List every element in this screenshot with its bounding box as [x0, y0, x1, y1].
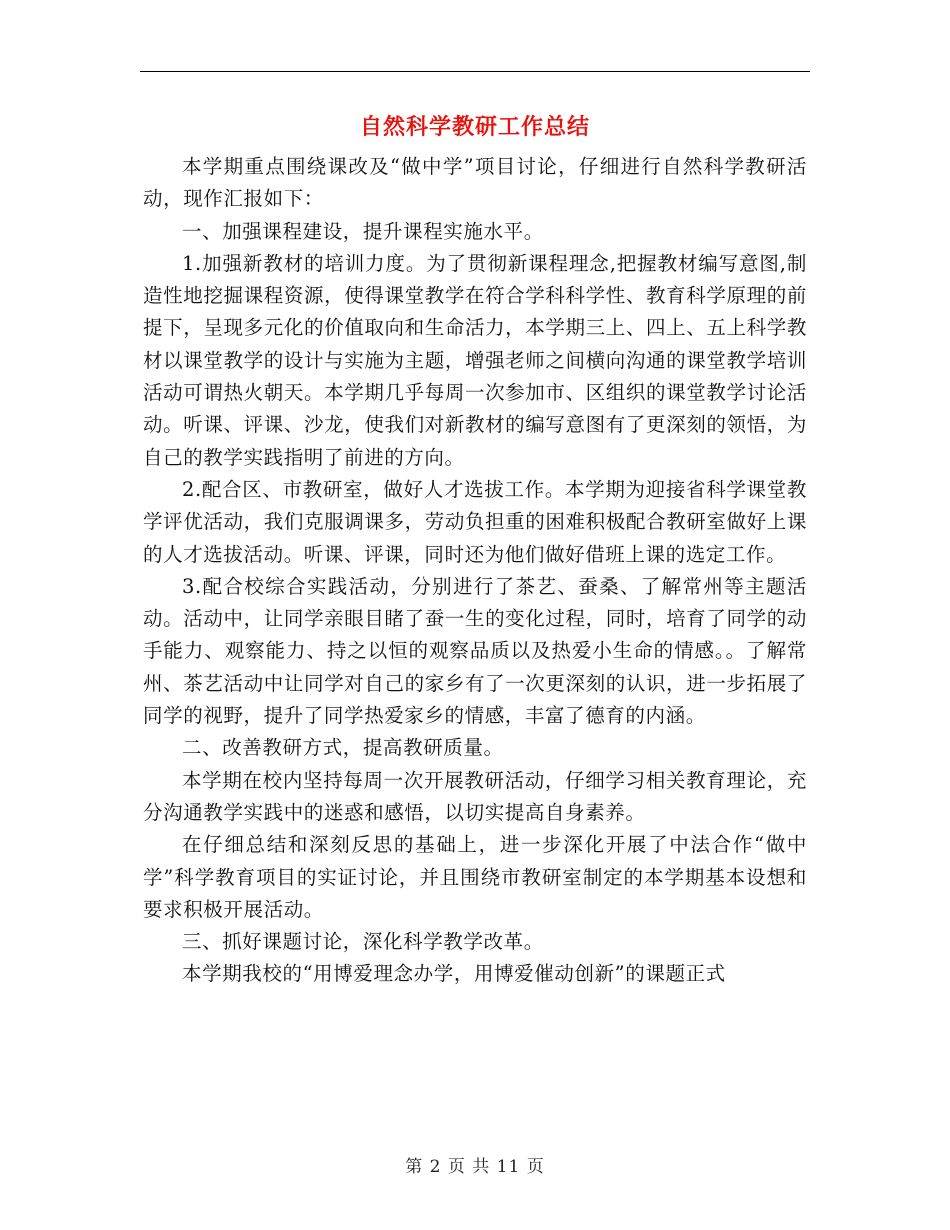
body-paragraph: 在仔细总结和深刻反思的基础上，进一步深化开展了中法合作“做中学”科学教育项目的实证讨论，并且围绕市教研室制定的本学期基本设想和要求积极开展活动。 — [143, 833, 807, 921]
document-body — [143, 151, 807, 991]
body-paragraph: 本学期在校内坚持每周一次开展教研活动，仔细学习相关教育理论，充分沟通教学实践中的迷惑和感悟，以切实提高自身素养。 — [143, 768, 807, 824]
paragraph-item-3: 3.配合校综合实践活动，分别进行了茶艺、蚕桑、了解常州等主题活动。活动中，让同学亲眼目睹了蚕一生的变化过程，同时，培育了同学的动手能力、观察能力、持之以恒的观察品质以及热爱小生命的情感。。了解常州、茶艺活动中让同学对自己的家乡有了一次更深刻的认识，进一步拓展了同学的视野，提升了同学热爱家乡的情感，丰富了德育的内涵。 — [143, 574, 807, 728]
section-heading-2: 二、改善教研方式，提高教研质量。 — [182, 736, 504, 760]
paragraph-item-1: 1.加强新教材的培训力度。为了贯彻新课程理念,把握教材编写意图,制造性地挖掘课程资源，使得课堂教学在符合学科科学性、教育科学原理的前提下，呈现多元化的价值取向和生命活力，本学期三上、四上、五上科学教材以课堂教学的设计与实施为主题，增强老师之间横向沟通的课堂教学培训活动可谓热火朝天。本学期几乎每周一次参加市、区组织的课堂教学讨论活动。听课、评课、沙龙，使我们对新教材的编写意图有了更深刻的领悟，为自己的教学实践指明了前进的方向。 — [143, 251, 807, 469]
header-rule — [140, 71, 810, 72]
document-title: 自然科学教研工作总结 — [359, 114, 590, 140]
body-paragraph: 本学期我校的“用博爱理念办学，用博爱催动创新”的课题正式 — [182, 962, 726, 986]
section-heading-3: 三、抓好课题讨论，深化科学教学改革。 — [182, 930, 544, 954]
intro-paragraph: 本学期重点围绕课改及“做中学”项目讨论，仔细进行自然科学教研活动，现作汇报如下： — [143, 155, 807, 211]
section-heading-1: 一、加强课程建设，提升课程实施水平。 — [182, 219, 544, 243]
paragraph-item-2: 2.配合区、市教研室，做好人才选拔工作。本学期为迎接省科学课堂教学评优活动，我们克服调课多，劳动负担重的困难积极配合教研室做好上课的人才选拔活动。听课、评课，同时还为他们做好借班上课的选定工作。 — [143, 477, 807, 566]
page-number-footer: 第 2 页 共 11 页 — [405, 1157, 545, 1177]
